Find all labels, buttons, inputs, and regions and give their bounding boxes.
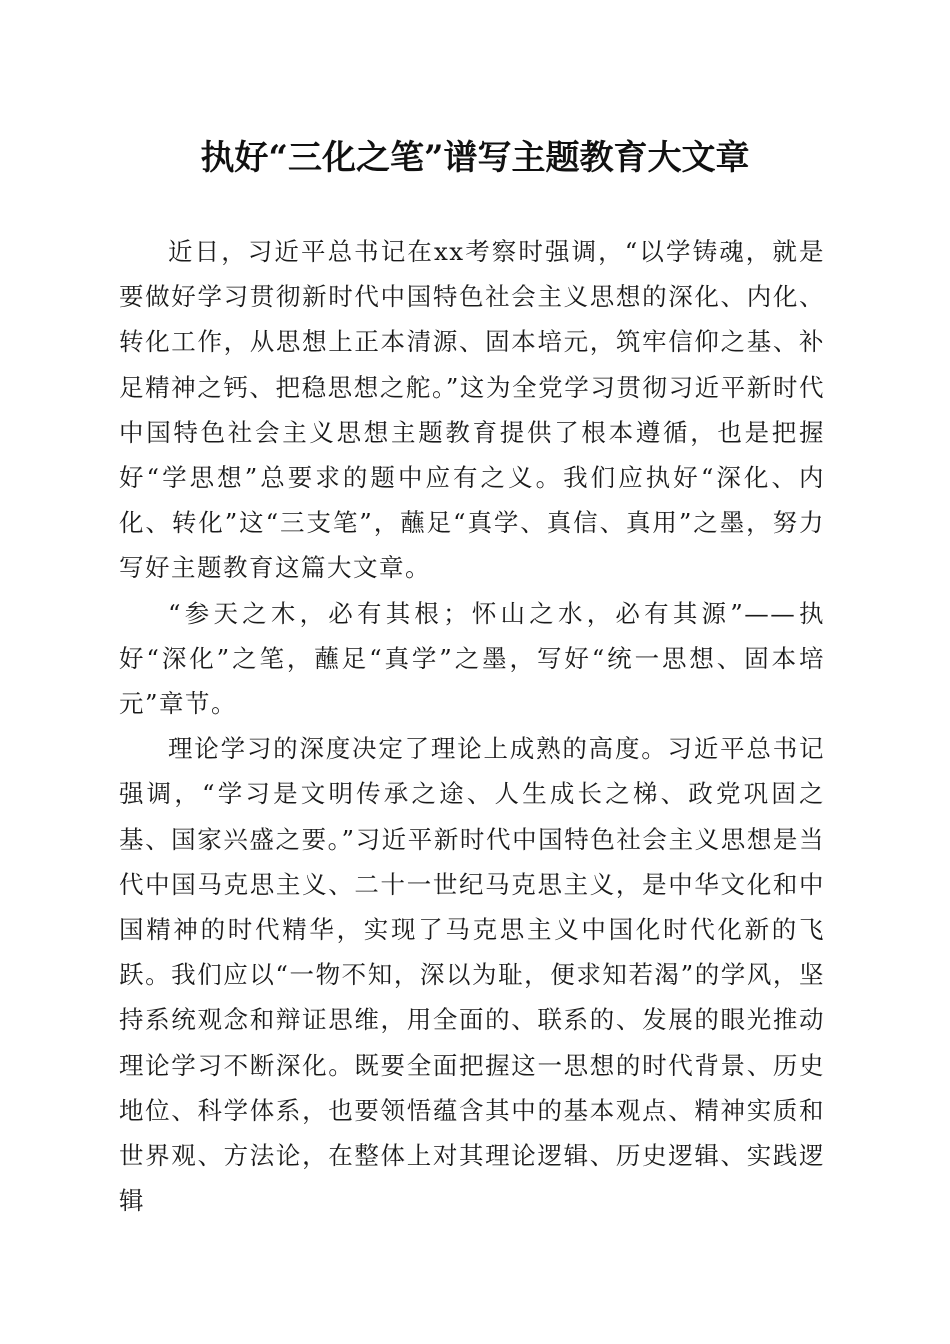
paragraph-intro: 近日，习近平总书记在xx考察时强调，“以学铸魂，就是要做好学习贯彻新时代中国特色社会主义思想的深化、内化、转化工作，从思想上正本清源、固本培元，筑牢信仰之基、补足精神之钙、把稳思想之舵。”这为全党学习贯彻习近平新时代中国特色社会主义思想主题教育提供了根本遵循，也是把握好“学思想”总要求的题中应有之义。我们应执好“深化、内化、转化”这“三支笔”，蘸足“真学、真信、真用”之墨，努力写好主题教育这篇大文章。 <box>119 237 825 583</box>
document-title: 执好“三化之笔”谱写主题教育大文章 <box>200 138 750 178</box>
paragraph-section-heading: “参天之木，必有其根；怀山之水，必有其源”——执好“深化”之笔，蘸足“真学”之墨，写好“统一思想、固本培元”章节。 <box>119 598 825 719</box>
document-body <box>119 229 825 1223</box>
paragraph-theory-study: 理论学习的深度决定了理论上成熟的高度。习近平总书记强调，“学习是文明传承之途、人生成长之梯、政党巩固之基、国家兴盛之要。”习近平新时代中国特色社会主义思想是当代中国马克思主义、二十一世纪马克思主义，是中华文化和中国精神的时代精华，实现了马克思主义中国化时代化新的飞跃。我们应以“一物不知，深以为耻，便求知若渴”的学风，坚持系统观念和辩证思维，用全面的、联系的、发展的眼光推动理论学习不断深化。既要全面把握这一思想的时代背景、历史地位、科学体系，也要领悟蕴含其中的基本观点、精神实质和世界观、方法论，在整体上对其理论逻辑、历史逻辑、实践逻辑 <box>119 734 825 1216</box>
